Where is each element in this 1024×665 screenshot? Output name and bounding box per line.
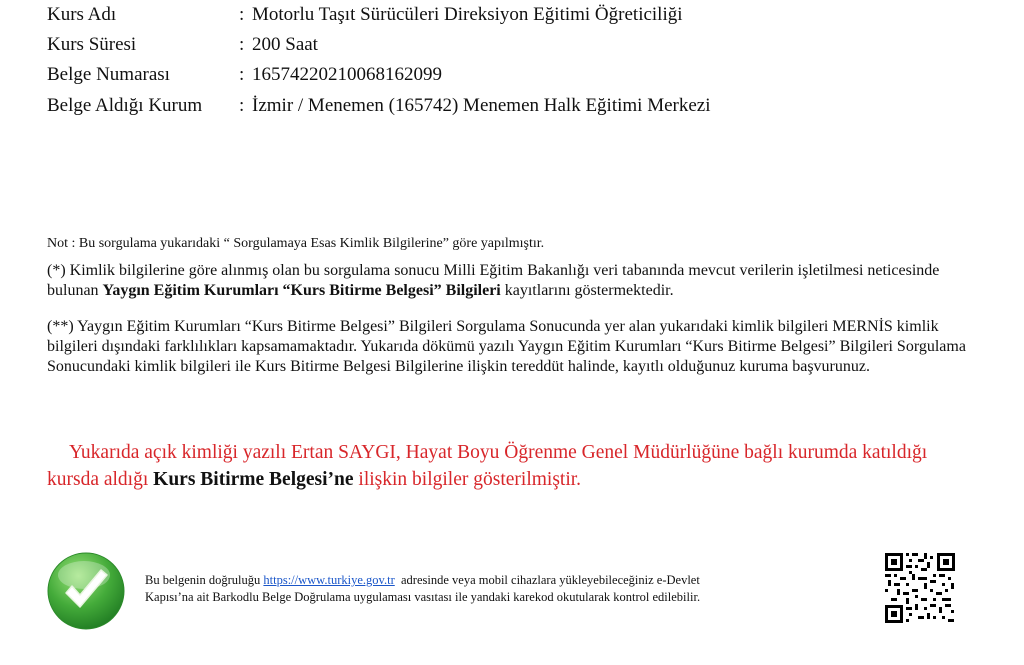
detail-value: Motorlu Taşıt Sürücüleri Direksiyon Eğitimi Öğreticiliği (252, 4, 683, 25)
summary-text: Yukarıda açık kimliği yazılı Ertan SAYGI, Hayat Boyu Öğrenme Genel Müdürlüğüne bağlı kurumda katıldığı kursda aldığı (47, 442, 928, 490)
query-note: Not : Bu sorgulama yukarıdaki “ Sorgulamaya Esas Kimlik Bilgilerine” göre yapılmıştır. (47, 236, 545, 251)
disclaimer-1-bold: Yaygın Eğitim Kurumları “Kurs Bitirme Belgesi” Bilgileri (102, 282, 501, 299)
summary-tail: ilişkin bilgiler gösterilmiştir. (353, 469, 582, 490)
verification-line-1 (145, 572, 700, 589)
verification-text-start: Bu belgenin doğruluğu (145, 573, 264, 587)
verification-text-rest: adresinde veya mobil cihazlara yükleyebileceğiniz e-Devlet (394, 573, 700, 587)
disclaimer-1-text: (*) Kimlik bilgilerine göre alınmış olan bu sorgulama sonucu Milli Eğitim Bakanlığı veri tabanında mevcut verilerin işletilmesi neticesinde bulunan (47, 262, 940, 299)
disclaimer-1-tail: kayıtlarını göstermektedir. (500, 282, 674, 299)
summary-bold: Kurs Bitirme Belgesi’ne (153, 469, 354, 490)
detail-value: 16574220210068162099 (252, 64, 442, 85)
detail-separator: : (239, 95, 245, 116)
detail-value: 200 Saat (252, 34, 318, 55)
disclaimer-paragraph-2: (**) Yaygın Eğitim Kurumları “Kurs Bitirme Belgesi” Bilgileri Sorgulama Sonucunda yer alan yukarıdaki kimlik bilgileri MERNİS kimlik bilgileri dışındaki farklılıkları kapsamamaktadır. Yukarıda dökümü yazılı Yaygın Eğitim Kurumları “Kurs Bitirme Belgesi” Bilgileri Sorgulama Sonucundaki kimlik bilgileri ile Kurs Bitirme Belgesi Bilgilerine ilişkin tereddüt halinde, kayıtlı olduğunuz kuruma başvurunuz. (47, 318, 966, 375)
detail-label: Belge Aldığı Kurum (47, 95, 203, 116)
verified-check-icon (46, 551, 126, 631)
verification-link[interactable]: https://www.turkiye.gov.tr (263, 573, 395, 587)
detail-label: Belge Numarası (47, 64, 170, 85)
detail-label: Kurs Süresi (47, 34, 137, 55)
summary-statement (47, 439, 977, 493)
disclaimer-paragraph-1 (47, 261, 982, 301)
detail-value: İzmir / Menemen (165742) Menemen Halk Eğitimi Merkezi (252, 95, 711, 116)
qr-code-icon (885, 553, 955, 623)
detail-separator: : (239, 34, 245, 55)
verification-text (145, 572, 700, 606)
detail-separator: : (239, 64, 245, 85)
verification-line-2: Kapısı’na ait Barkodlu Belge Doğrulama uygulaması vasıtası ile yandaki karekod okutularak kontrol edilebilir. (145, 590, 701, 604)
detail-separator: : (239, 4, 245, 25)
detail-label: Kurs Adı (47, 4, 117, 25)
